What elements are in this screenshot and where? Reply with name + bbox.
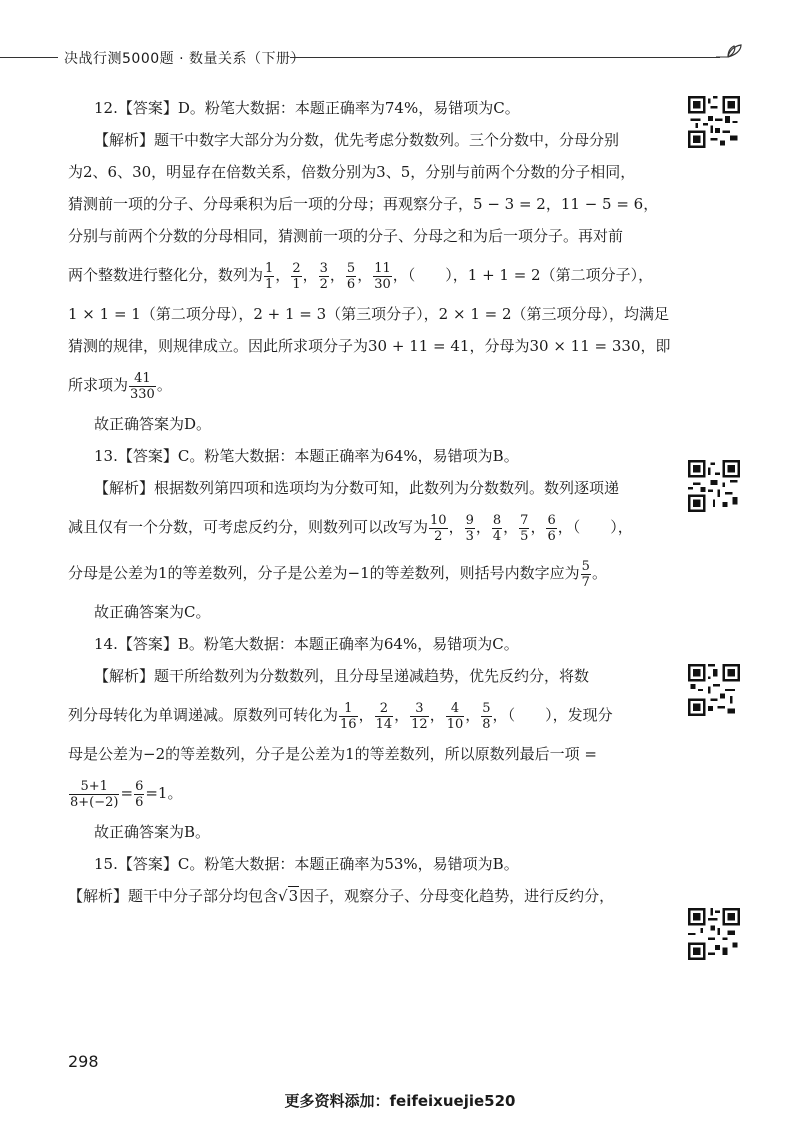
numerator: 9 [465, 512, 474, 528]
denominator: 2 [434, 528, 443, 544]
q13-analysis-line: 减且仅有一个分数，可考虑反约分，则数列可以改写为 $\frac{10}{2}$ ， $\frac{9}{3}$ ， $\frac{8}{4}$ ， $\frac{7}{5}$ ， $\frac{6}{6}$ ，（ ）， [68, 512, 633, 544]
q14-analysis-line: 母是公差为−2的等差数列，分子是公差为1的等差数列，所以原数列最后一项 = [68, 745, 597, 763]
fraction [291, 261, 301, 292]
q14-conclusion: 故正确答案为B。 [94, 823, 211, 841]
q12-answer: 12.【答案】D。粉笔大数据：本题正确率为74%，易错项为C。 [94, 99, 520, 117]
fraction [129, 371, 156, 402]
fraction [465, 513, 475, 544]
fraction [346, 261, 356, 292]
fraction [410, 701, 429, 732]
denominator: 8 [482, 716, 491, 732]
book-title: 决战行测5000题 · 数量关系（下册） [64, 51, 305, 67]
q12-analysis-line: 分别与前两个分数的分母相同，猜测前一项的分子、分母之和为后一项分子。再对前 [68, 227, 624, 245]
denominator: 1 [292, 276, 301, 292]
text-run: 。 [591, 564, 607, 582]
q12-analysis-line [68, 362, 668, 408]
q14-analysis-line [68, 770, 668, 816]
numerator: 8 [492, 512, 502, 528]
denominator: 10 [446, 716, 464, 732]
denominator: 7 [581, 574, 590, 590]
qr-code-icon[interactable] [688, 664, 740, 716]
q13-conclusion: 故正确答案为C。 [94, 603, 211, 621]
text-run: 。 [156, 376, 172, 394]
sprout-icon [712, 40, 746, 66]
denominator: 6 [547, 528, 556, 544]
text-run: 两个整数进行整化分，数列为 [68, 266, 264, 284]
q12-analysis-line: 两个整数进行整化分，数列为 $\frac{1}{1}$ ， $\frac{2}{1}$ ， $\frac{3}{2}$ ， $\frac{5}{6}$ ， $\frac{11}{30}$ ，（ ），1 + 1 = 2（第二项分子）， [68, 260, 654, 292]
text-run: =1。 [145, 784, 183, 802]
footer-note: 更多资料添加：feifeixuejie520 [284, 1092, 516, 1110]
page-number: 298 [68, 1052, 99, 1071]
denominator: 14 [375, 716, 393, 732]
denominator: 16 [340, 716, 357, 732]
numerator: 2 [292, 260, 301, 276]
denominator: 30 [374, 276, 391, 292]
text-run: 所求项为 [68, 376, 129, 394]
header-rule-left [0, 57, 58, 58]
qr-code-icon[interactable] [688, 908, 740, 960]
numerator: 1 [339, 701, 358, 717]
text-run: （ ），1 + 1 = 2（第二项分子）， [407, 266, 654, 284]
text-run: 【解析】题干中分子部分均包含 [68, 887, 279, 905]
running-header [0, 44, 800, 70]
qr-code-icon[interactable] [688, 460, 740, 512]
numerator: 2 [375, 701, 394, 717]
q12-analysis-line: 猜测前一项的分子、分母乘积为后一项的分母；再观察分子，5 − 3 = 2，11 − 5 = 6， [68, 195, 659, 213]
numerator: 6 [135, 778, 144, 794]
numerator: 11 [374, 260, 391, 276]
denominator: 12 [411, 716, 428, 732]
numerator: 3 [410, 701, 429, 717]
fraction [319, 261, 329, 292]
denominator: 6 [346, 276, 356, 292]
denominator: 3 [465, 528, 474, 544]
q15-answer: 15.【答案】C。粉笔大数据：本题正确率为53%，易错项为B。 [94, 855, 519, 873]
fraction [519, 513, 529, 544]
q12-analysis-line: 1 × 1 = 1（第二项分母），2 + 1 = 3（第三项分子），2 × 1 = 2（第三项分母），均满足 [68, 305, 670, 323]
fraction [339, 701, 358, 732]
q12-analysis-line: 为2、6、30，明显存在倍数关系，倍数分别为3、5，分别与前两个分数的分子相同， [68, 163, 636, 181]
q13-analysis-line: 【解析】根据数列第四项和选项均为分数可知，此数列为分数数列。数列逐项递 [94, 479, 620, 497]
qr-code-icon[interactable] [688, 96, 740, 148]
q13-analysis-line [68, 550, 668, 596]
q15-analysis-line: 【解析】题干中分子部分均包含√3因子，观察分子、分母变化趋势，进行反约分， [68, 887, 615, 905]
numerator: 5 [346, 260, 356, 276]
numerator: 1 [265, 260, 274, 276]
denominator: 4 [492, 528, 502, 544]
numerator: 41 [129, 371, 156, 387]
denominator: 5 [520, 528, 529, 544]
denominator: 1 [265, 276, 274, 292]
text-run: 列分母转化为单调递减。原数列可转化为 [68, 706, 339, 724]
denominator: 2 [319, 276, 328, 292]
fraction [492, 513, 502, 544]
fraction [546, 513, 556, 544]
numerator: 7 [520, 512, 529, 528]
radicand: 3 [288, 887, 299, 905]
q12-conclusion: 故正确答案为D。 [94, 415, 212, 433]
text-run: 分母是公差为1的等差数列，分子是公差为−1的等差数列，则括号内数字应为 [68, 564, 580, 582]
fraction [264, 261, 274, 292]
denominator: 6 [135, 794, 144, 810]
fraction [69, 779, 119, 810]
fraction [134, 779, 144, 810]
fraction [581, 559, 591, 590]
denominator: 8+(−2) [70, 794, 119, 810]
q12-analysis-line: 【解析】题干中数字大部分为分数，优先考虑分数数列。三个分数中，分母分别 [94, 131, 620, 149]
numerator: 5 [482, 700, 491, 716]
fraction [481, 701, 491, 732]
numerator: 4 [446, 701, 465, 717]
q12-analysis-line: 猜测的规律，则规律成立。因此所求项分子为30 + 11 = 41，分母为30 × 11 = 330，即 [68, 337, 671, 355]
fraction [429, 513, 448, 544]
denominator: 330 [130, 386, 155, 402]
numerator: 10 [430, 512, 447, 528]
fraction [446, 701, 465, 732]
fraction [375, 701, 394, 732]
text-run: （ ）， [572, 518, 633, 536]
solution-body [68, 92, 671, 912]
numerator: 5 [581, 558, 590, 574]
fraction [373, 261, 392, 292]
numerator: 5+1 [69, 779, 119, 795]
numerator: 6 [547, 512, 556, 528]
q13-answer: 13.【答案】C。粉笔大数据：本题正确率为64%，易错项为B。 [94, 447, 519, 465]
text-run: = [120, 784, 134, 802]
numerator: 3 [319, 260, 328, 276]
q14-analysis-line: 列分母转化为单调递减。原数列可转化为 $\frac{1}{16}$ ， $\frac{2}{14}$ ， $\frac{3}{12}$ ， $\frac{4}{10}$ ， $\frac{5}{8}$ ，（ ），发现分 [68, 700, 613, 732]
text-run: （ ），发现分 [507, 706, 613, 724]
header-rule-right [290, 57, 720, 58]
text-run: 因子，观察分子、分母变化趋势，进行反约分， [299, 887, 615, 905]
q14-analysis-line: 【解析】题干所给数列为分数数列，且分母呈递减趋势，优先反约分，将数 [94, 667, 590, 685]
text-run: 减且仅有一个分数，可考虑反约分，则数列可以改写为 [68, 518, 429, 536]
q14-answer: 14.【答案】B。粉笔大数据：本题正确率为64%，易错项为C。 [94, 635, 519, 653]
